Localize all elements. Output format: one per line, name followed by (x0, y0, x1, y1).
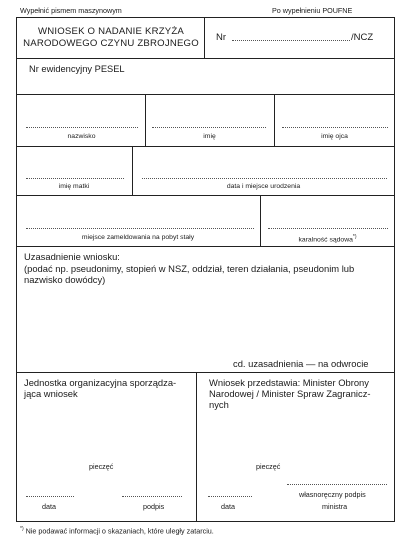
justification-field[interactable] (20, 290, 392, 356)
pesel-label: Nr ewidencyjny PESEL (29, 64, 125, 74)
surname-field[interactable] (26, 127, 138, 128)
mother-name-label: imię matki (58, 183, 90, 190)
left-date-field[interactable] (26, 496, 74, 497)
justification-continued: cd. uzasadnienia — na odwrocie (233, 358, 369, 369)
typewriter-note: Wypełnić pismem maszynowym (20, 6, 122, 15)
right-stamp-label: pieczęć (256, 462, 281, 471)
presenter-label: Wniosek przedstawia: Minister Obrony Narodowej / Minister Spraw Zagranicz- nych (209, 377, 371, 410)
number-prefix: Nr (216, 32, 227, 43)
father-name-field[interactable] (282, 127, 388, 128)
minister-signature-label: własnoręczny podpis (299, 490, 366, 499)
left-stamp-label: pieczęć (89, 462, 114, 471)
residence-label: miejsce zameldowania na pobyt stały (81, 234, 195, 241)
minister-signature-field[interactable] (287, 484, 387, 485)
father-name-label: imię ojca (321, 133, 348, 140)
pesel-field[interactable] (20, 74, 392, 94)
justification-title: Uzasadnienie wniosku: (24, 251, 120, 262)
right-date-label: data (221, 502, 235, 511)
justification-hint: (podać np. pseudonimy, stopień w NSZ, oddział, teren działania, pseudonim lub nazwisko dowódcy) (24, 263, 355, 285)
left-signature-field[interactable] (122, 496, 182, 497)
footnote: *) Nie podawać informacji o skazaniach, które uległy zatarciu. (20, 526, 214, 536)
number-field[interactable] (232, 40, 350, 41)
birth-date-place-field[interactable] (142, 178, 387, 179)
form-title: WNIOSEK O NADANIE KRZYŻA NARODOWEGO CZYNU ZBROJNEGO (23, 26, 199, 49)
confidential-note: Po wypełnieniu POUFNE (272, 6, 353, 15)
footnote-marker: *) (352, 234, 357, 240)
first-name-field[interactable] (152, 127, 266, 128)
surname-label: nazwisko (67, 133, 96, 140)
birth-date-place-label: data i miejsce urodzenia (226, 183, 301, 190)
left-date-label: data (42, 502, 56, 511)
mother-name-field[interactable] (26, 178, 124, 179)
number-suffix: /NCZ (351, 32, 374, 43)
organization-label: Jednostka organizacyjna sporządza- jąca wniosek (24, 377, 177, 399)
right-date-field[interactable] (208, 496, 252, 497)
first-name-label: imię (203, 133, 216, 140)
left-signature-label: podpis (143, 502, 165, 511)
criminal-record-field[interactable] (268, 228, 388, 229)
residence-field[interactable] (26, 228, 254, 229)
criminal-record-label: karalność sądowa*) (298, 234, 357, 244)
minister-label: ministra (322, 502, 348, 511)
